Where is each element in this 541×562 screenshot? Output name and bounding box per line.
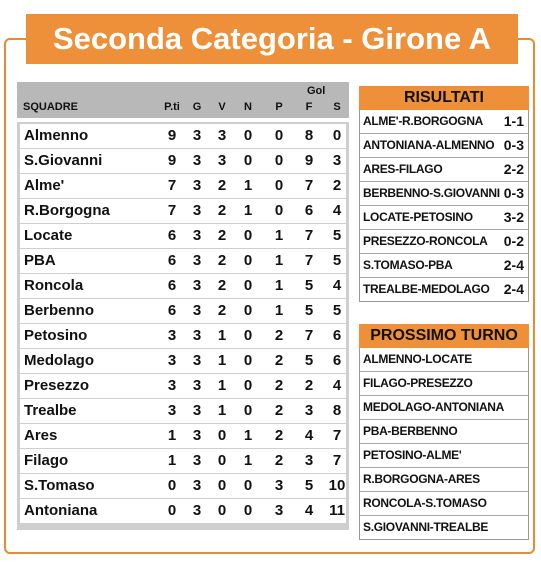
team-name: Locate xyxy=(24,227,73,244)
cell-s: 6 xyxy=(332,327,342,344)
cell-f: 7 xyxy=(304,177,314,194)
team-name: Antoniana xyxy=(24,502,98,519)
standings-body xyxy=(17,122,349,530)
header-v: V xyxy=(218,101,226,113)
team-name: R.Borgogna xyxy=(24,202,110,219)
cell-f: 7 xyxy=(304,252,314,269)
header-g: G xyxy=(192,101,202,113)
fixture-match: RONCOLA-S.TOMASO xyxy=(363,496,487,510)
cell-g: 3 xyxy=(192,302,202,319)
cell-pti: 6 xyxy=(167,252,177,269)
cell-p: 1 xyxy=(274,302,284,319)
cell-f: 8 xyxy=(304,127,314,144)
cell-n: 1 xyxy=(243,177,253,194)
fixture-row xyxy=(360,372,528,396)
cell-p: 0 xyxy=(274,202,284,219)
standings-table xyxy=(17,82,349,530)
fixture-row xyxy=(360,444,528,468)
cell-p: 2 xyxy=(274,327,284,344)
cell-f: 5 xyxy=(304,477,314,494)
cell-f: 5 xyxy=(304,352,314,369)
cell-n: 0 xyxy=(243,127,253,144)
cell-s: 4 xyxy=(332,377,342,394)
cell-n: 0 xyxy=(243,402,253,419)
team-name: Filago xyxy=(24,452,69,469)
cell-g: 3 xyxy=(192,502,202,519)
team-name: S.Giovanni xyxy=(24,152,103,169)
cell-g: 3 xyxy=(192,427,202,444)
cell-f: 3 xyxy=(304,452,314,469)
cell-p: 1 xyxy=(274,252,284,269)
cell-v: 1 xyxy=(217,327,227,344)
cell-v: 1 xyxy=(217,377,227,394)
cell-s: 4 xyxy=(332,202,342,219)
cell-g: 3 xyxy=(192,152,202,169)
table-row xyxy=(20,474,346,498)
fixture-row xyxy=(360,516,528,539)
table-row xyxy=(20,249,346,273)
team-name: Berbenno xyxy=(24,302,95,319)
cell-g: 3 xyxy=(192,127,202,144)
cell-s: 0 xyxy=(332,127,342,144)
result-row xyxy=(360,158,528,182)
result-row xyxy=(360,182,528,206)
team-name: Medolago xyxy=(24,352,94,369)
header-f: F xyxy=(305,101,313,113)
cell-v: 2 xyxy=(217,302,227,319)
cell-v: 1 xyxy=(217,352,227,369)
table-row xyxy=(20,274,346,298)
cell-pti: 3 xyxy=(167,377,177,394)
cell-pti: 3 xyxy=(167,327,177,344)
cell-f: 7 xyxy=(304,227,314,244)
prossimo-turno-list xyxy=(359,348,529,540)
cell-s: 7 xyxy=(332,452,342,469)
cell-pti: 0 xyxy=(167,502,177,519)
team-name: Trealbe xyxy=(24,402,77,419)
page-title: Seconda Categoria - Girone A xyxy=(26,14,518,64)
cell-g: 3 xyxy=(192,402,202,419)
cell-pti: 3 xyxy=(167,352,177,369)
cell-g: 3 xyxy=(192,477,202,494)
table-row xyxy=(20,324,346,348)
table-row xyxy=(20,499,346,523)
cell-s: 8 xyxy=(332,402,342,419)
cell-s: 3 xyxy=(332,152,342,169)
fixture-row xyxy=(360,420,528,444)
cell-n: 1 xyxy=(243,452,253,469)
cell-g: 3 xyxy=(192,177,202,194)
cell-f: 4 xyxy=(304,502,314,519)
cell-f: 2 xyxy=(304,377,314,394)
cell-f: 5 xyxy=(304,277,314,294)
table-row xyxy=(20,449,346,473)
cell-n: 0 xyxy=(243,377,253,394)
cell-f: 3 xyxy=(304,402,314,419)
cell-p: 3 xyxy=(274,502,284,519)
table-row xyxy=(20,424,346,448)
cell-f: 6 xyxy=(304,202,314,219)
result-score: 1-1 xyxy=(503,113,524,129)
cell-g: 3 xyxy=(192,327,202,344)
result-score: 2-2 xyxy=(503,161,524,177)
fixture-match: FILAGO-PRESEZZO xyxy=(363,376,473,390)
cell-n: 0 xyxy=(243,252,253,269)
cell-p: 1 xyxy=(274,227,284,244)
result-match: S.TOMASO-PBA xyxy=(363,258,453,272)
cell-s: 10 xyxy=(328,477,346,494)
risultati-title: RISULTATI xyxy=(359,86,529,110)
result-row xyxy=(360,110,528,134)
cell-n: 1 xyxy=(243,427,253,444)
prossimo-turno-title: PROSSIMO TURNO xyxy=(359,324,529,348)
cell-f: 9 xyxy=(304,152,314,169)
team-name: Alme' xyxy=(24,177,65,194)
result-score: 0-2 xyxy=(503,233,524,249)
cell-g: 3 xyxy=(192,377,202,394)
cell-s: 5 xyxy=(332,252,342,269)
fixture-row xyxy=(360,492,528,516)
table-row xyxy=(20,224,346,248)
cell-pti: 7 xyxy=(167,202,177,219)
cell-v: 2 xyxy=(217,277,227,294)
header-s: S xyxy=(333,101,341,113)
risultati-panel xyxy=(359,86,529,302)
cell-p: 2 xyxy=(274,427,284,444)
cell-g: 3 xyxy=(192,202,202,219)
cell-n: 0 xyxy=(243,502,253,519)
cell-pti: 6 xyxy=(167,227,177,244)
cell-v: 0 xyxy=(217,502,227,519)
cell-g: 3 xyxy=(192,227,202,244)
header-pti: P.ti xyxy=(164,101,180,113)
cell-v: 0 xyxy=(217,427,227,444)
result-row xyxy=(360,278,528,301)
fixture-row xyxy=(360,396,528,420)
cell-n: 0 xyxy=(243,477,253,494)
cell-n: 1 xyxy=(243,202,253,219)
cell-n: 0 xyxy=(243,277,253,294)
team-name: Roncola xyxy=(24,277,84,294)
cell-pti: 0 xyxy=(167,477,177,494)
result-match: LOCATE-PETOSINO xyxy=(363,210,473,224)
cell-f: 7 xyxy=(304,327,314,344)
fixture-row xyxy=(360,468,528,492)
prossimo-turno-panel xyxy=(359,324,529,540)
cell-s: 5 xyxy=(332,302,342,319)
cell-pti: 6 xyxy=(167,302,177,319)
cell-n: 0 xyxy=(243,302,253,319)
cell-p: 2 xyxy=(274,452,284,469)
table-row xyxy=(20,399,346,423)
cell-v: 3 xyxy=(217,127,227,144)
cell-v: 2 xyxy=(217,202,227,219)
cell-s: 7 xyxy=(332,427,342,444)
cell-pti: 6 xyxy=(167,277,177,294)
result-row xyxy=(360,230,528,254)
cell-pti: 7 xyxy=(167,177,177,194)
cell-s: 6 xyxy=(332,352,342,369)
header-p: P xyxy=(275,101,283,113)
cell-p: 0 xyxy=(274,127,284,144)
result-match: ARES-FILAGO xyxy=(363,162,443,176)
cell-n: 0 xyxy=(243,152,253,169)
table-row xyxy=(20,349,346,373)
result-score: 3-2 xyxy=(503,209,524,225)
fixture-match: ALMENNO-LOCATE xyxy=(363,352,472,366)
cell-v: 0 xyxy=(217,477,227,494)
table-row xyxy=(20,124,346,148)
result-score: 2-4 xyxy=(503,281,524,297)
cell-pti: 9 xyxy=(167,127,177,144)
result-match: ANTONIANA-ALMENNO xyxy=(363,138,495,152)
result-match: PRESEZZO-RONCOLA xyxy=(363,234,488,248)
cell-pti: 1 xyxy=(167,427,177,444)
cell-v: 2 xyxy=(217,227,227,244)
cell-p: 0 xyxy=(274,177,284,194)
team-name: S.Tomaso xyxy=(24,477,95,494)
header-gol: Gol xyxy=(307,85,326,97)
fixture-match: MEDOLAGO-ANTONIANA xyxy=(363,400,505,414)
result-score: 0-3 xyxy=(503,137,524,153)
cell-p: 2 xyxy=(274,402,284,419)
cell-v: 0 xyxy=(217,452,227,469)
result-score: 2-4 xyxy=(503,257,524,273)
cell-s: 5 xyxy=(332,227,342,244)
cell-n: 0 xyxy=(243,227,253,244)
cell-p: 2 xyxy=(274,377,284,394)
fixture-match: R.BORGOGNA-ARES xyxy=(363,472,480,486)
cell-p: 1 xyxy=(274,277,284,294)
result-score: 0-3 xyxy=(503,185,524,201)
cell-pti: 1 xyxy=(167,452,177,469)
cell-s: 11 xyxy=(329,502,345,519)
cell-s: 4 xyxy=(332,277,342,294)
cell-g: 3 xyxy=(192,277,202,294)
cell-v: 1 xyxy=(217,402,227,419)
cell-g: 3 xyxy=(192,452,202,469)
result-match: ALME'-R.BORGOGNA xyxy=(363,114,484,128)
cell-pti: 9 xyxy=(167,152,177,169)
risultati-list xyxy=(359,110,529,302)
result-row xyxy=(360,206,528,230)
cell-n: 0 xyxy=(243,352,253,369)
cell-s: 2 xyxy=(332,177,342,194)
cell-p: 2 xyxy=(274,352,284,369)
cell-n: 0 xyxy=(243,327,253,344)
result-row xyxy=(360,134,528,158)
result-match: BERBENNO-S.GIOVANNI xyxy=(363,186,500,200)
table-row xyxy=(20,374,346,398)
cell-pti: 3 xyxy=(167,402,177,419)
result-row xyxy=(360,254,528,278)
table-row xyxy=(20,199,346,223)
table-row xyxy=(20,149,346,173)
header-n: N xyxy=(244,101,252,113)
cell-v: 2 xyxy=(217,252,227,269)
header-squadre: SQUADRE xyxy=(23,101,79,113)
team-name: PBA xyxy=(24,252,56,269)
cell-v: 2 xyxy=(217,177,227,194)
cell-v: 3 xyxy=(217,152,227,169)
fixture-match: PBA-BERBENNO xyxy=(363,424,458,438)
table-row xyxy=(20,174,346,198)
fixture-row xyxy=(360,348,528,372)
team-name: Ares xyxy=(24,427,58,444)
fixture-match: S.GIOVANNI-TREALBE xyxy=(363,520,489,534)
cell-g: 3 xyxy=(192,352,202,369)
result-match: TREALBE-MEDOLAGO xyxy=(363,282,490,296)
team-name: Presezzo xyxy=(24,377,90,394)
fixture-match: PETOSINO-ALME' xyxy=(363,448,462,462)
standings-header xyxy=(17,82,349,118)
team-name: Petosino xyxy=(24,327,88,344)
table-row xyxy=(20,299,346,323)
cell-f: 4 xyxy=(304,427,314,444)
team-name: Almenno xyxy=(24,127,89,144)
cell-p: 0 xyxy=(274,152,284,169)
cell-f: 5 xyxy=(304,302,314,319)
cell-g: 3 xyxy=(192,252,202,269)
cell-p: 3 xyxy=(274,477,284,494)
